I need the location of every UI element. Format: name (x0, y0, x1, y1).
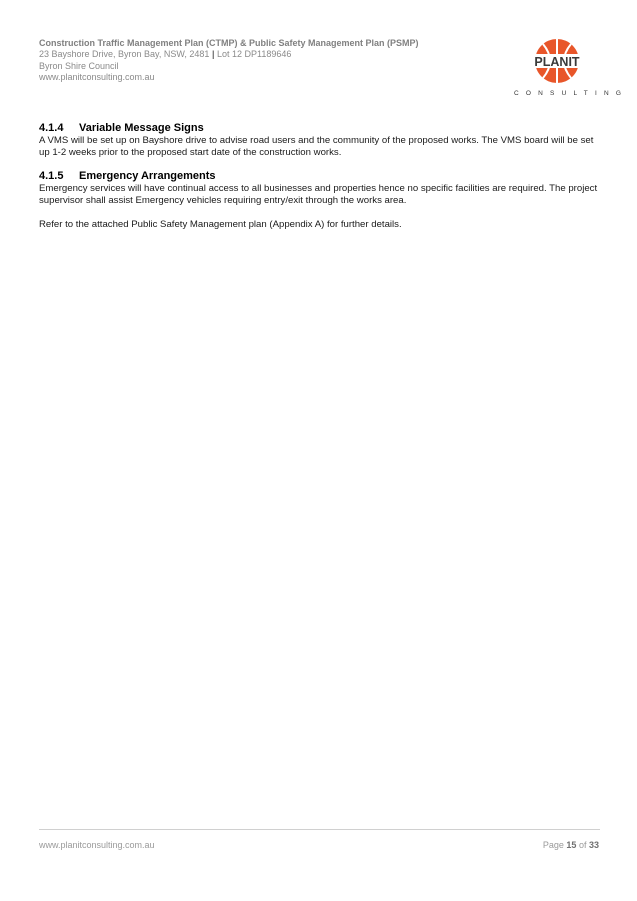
appendix-reference: Refer to the attached Public Safety Management plan (Appendix A) for further details. (39, 219, 402, 230)
page-total: 33 (588, 840, 599, 850)
section-heading (39, 169, 601, 183)
page-current: 15 (566, 840, 577, 850)
section-body: Emergency services will have continual access to all businesses and properties hence no specific facilities are required. The project supervisor shall assist Emergency vehicles requiring entry/exit through the works area. (39, 183, 598, 206)
page-indicator (543, 840, 599, 850)
council-name: Byron Shire Council (39, 60, 119, 71)
lot-number: Lot 12 DP1189646 (216, 49, 292, 59)
header-website: www.planitconsulting.com.au (39, 72, 155, 82)
logo-tagline: CONSULTING (514, 90, 629, 97)
site-address-line (39, 49, 439, 61)
section-number: 4.1.5 (39, 170, 64, 182)
logo-wordmark: PLANIT (534, 55, 580, 69)
planit-logo-icon (512, 36, 602, 98)
footer-website: www.planitconsulting.com.au (39, 840, 155, 850)
section-title: Emergency Arrangements (79, 170, 216, 182)
address-separator: | (211, 49, 215, 59)
section-body: A VMS will be set up on Bayshore drive to advise road users and the community of the proposed works. The VMS board will be set up 1-2 weeks prior to the proposed start date of the construction works. (39, 135, 594, 158)
document-body (39, 121, 601, 231)
page-of: of (578, 840, 587, 850)
document-title: Construction Traffic Management Plan (CTMP) & Public Safety Management Plan (PSMP) (39, 38, 419, 48)
section-number: 4.1.4 (39, 122, 64, 134)
section-emergency-arrangements (39, 169, 601, 207)
section-title: Variable Message Signs (79, 122, 204, 134)
section-variable-message-signs (39, 121, 601, 159)
footer-divider (39, 829, 600, 830)
section-heading (39, 121, 601, 135)
site-address: 23 Bayshore Drive, Byron Bay, NSW, 2481 (39, 49, 210, 59)
document-header (39, 37, 439, 84)
page-label: Page (542, 840, 564, 850)
